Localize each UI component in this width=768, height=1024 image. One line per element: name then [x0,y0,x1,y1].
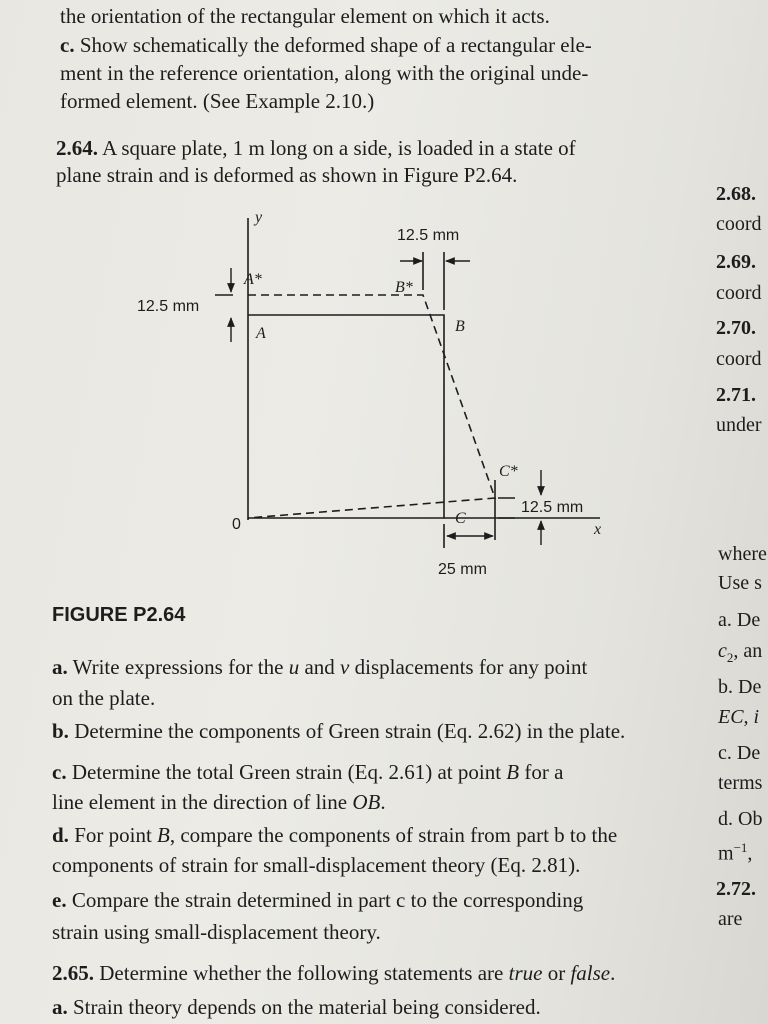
text-span: Write expressions for the [72,655,289,679]
text-fragment: b. De [718,676,762,698]
text-fragment: are [718,908,743,930]
part-label: e. [52,888,67,912]
text-span: Determine the components of Green strain (Eq. 2.62) in the plate. [74,719,626,743]
problem-number: 2.68. [716,183,756,205]
text-span: or [542,961,571,985]
part-e-line2: strain using small-displacement theory. [52,920,381,944]
problem-number: 2.69. [716,251,756,273]
text-line: formed element. (See Example 2.10.) [60,89,375,113]
text-span: and [299,655,341,679]
text-fragment: Use s [718,572,762,594]
text-span: displacements for any point [349,655,588,679]
text-fragment: under [716,414,762,436]
problem-number: 2.65. [52,961,94,985]
text-span: , an [733,640,763,662]
text-fragment: a. De [718,609,761,631]
part-label: c. [52,760,67,784]
math-b: B [506,760,520,784]
problem-number: 2.70. [716,317,756,339]
problem-265-a [52,995,541,1019]
part-d-line2: components of strain for small-displacement theory (Eq. 2.81). [52,853,581,877]
math-b: B [157,823,170,847]
text-line: the orientation of the rectangular element on which it acts. [60,4,550,28]
part-d-line1 [52,823,617,847]
text-span: Determine the total Green strain (Eq. 2.61) at point [71,760,507,784]
text-span: Strain theory depends on the material being considered. [73,995,541,1019]
text-fragment: EC, i [718,706,760,728]
math-ob: OB [352,790,381,814]
word-true: true [508,961,543,985]
text-fragment [718,640,762,666]
text-span: A square plate, 1 m long on a side, is loaded in a state of [102,136,576,160]
text-span: , compare the components of strain from part b to the [169,823,618,847]
dim-bottom-label: 25 mm [438,561,487,578]
label-c-star: C* [499,463,518,480]
text-fragment: terms [718,772,763,794]
math-v: v [340,655,350,679]
text-span: line element in the direction of line [52,790,353,814]
label-y: y [255,209,263,226]
part-label: a. [52,995,68,1019]
label-x: x [594,521,602,538]
part-label: b. [52,719,69,743]
text-span: For point [74,823,158,847]
text-span: m [718,842,734,865]
part-a-line1 [52,655,587,679]
label-c: C [455,510,466,527]
math-u: u [288,655,300,679]
part-a-line2: on the plate. [52,686,156,710]
part-c-line1 [52,760,563,784]
text-span: . [610,961,616,985]
label-b-star: B* [395,279,413,296]
label-origin: 0 [232,516,241,533]
word-false: false [570,961,611,985]
text-fragment: where [718,543,767,565]
problem-number: 2.64. [56,136,98,160]
problem-number: 2.71. [716,384,756,406]
text-span: , [747,842,753,865]
label-a-star: A* [244,271,262,288]
problem-265-line [52,961,615,985]
part-label: d. [52,823,69,847]
text-fragment: d. Ob [718,808,763,830]
dim-right-label: 12.5 mm [521,499,584,516]
subscript: 2 [726,650,734,665]
text-fragment [718,840,752,866]
text-fragment: c. De [718,742,761,764]
part-label: c. [60,33,75,57]
part-label: a. [52,655,68,679]
original-square [248,315,444,518]
text-span: for a [519,760,564,784]
text-fragment: coord [716,282,762,304]
label-a: A [256,325,266,342]
text-span: . [380,790,386,814]
text-fragment: coord [716,348,762,370]
dim-left-label: 12.5 mm [137,298,200,315]
problem-264-line2: plane strain and is deformed as shown in Figure P2.64. [56,163,518,187]
text-span: Show schematically the deformed shape of a rectangular ele- [79,33,592,57]
superscript: −1 [733,840,748,855]
figure-caption: FIGURE P2.64 [52,604,186,626]
text-line: ment in the reference orientation, along with the original unde- [60,61,589,85]
text-span: Determine whether the following statements are [99,961,509,985]
part-c-line2 [52,790,386,814]
text-span: Compare the strain determined in part c to the corresponding [71,888,584,912]
dim-top-label: 12.5 mm [397,227,460,244]
label-b: B [455,318,465,335]
text-fragment: coord [716,213,762,235]
part-b-line [52,719,625,743]
part-e-line1 [52,888,583,912]
problem-number: 2.72. [716,878,756,900]
math-c: c [718,640,727,662]
